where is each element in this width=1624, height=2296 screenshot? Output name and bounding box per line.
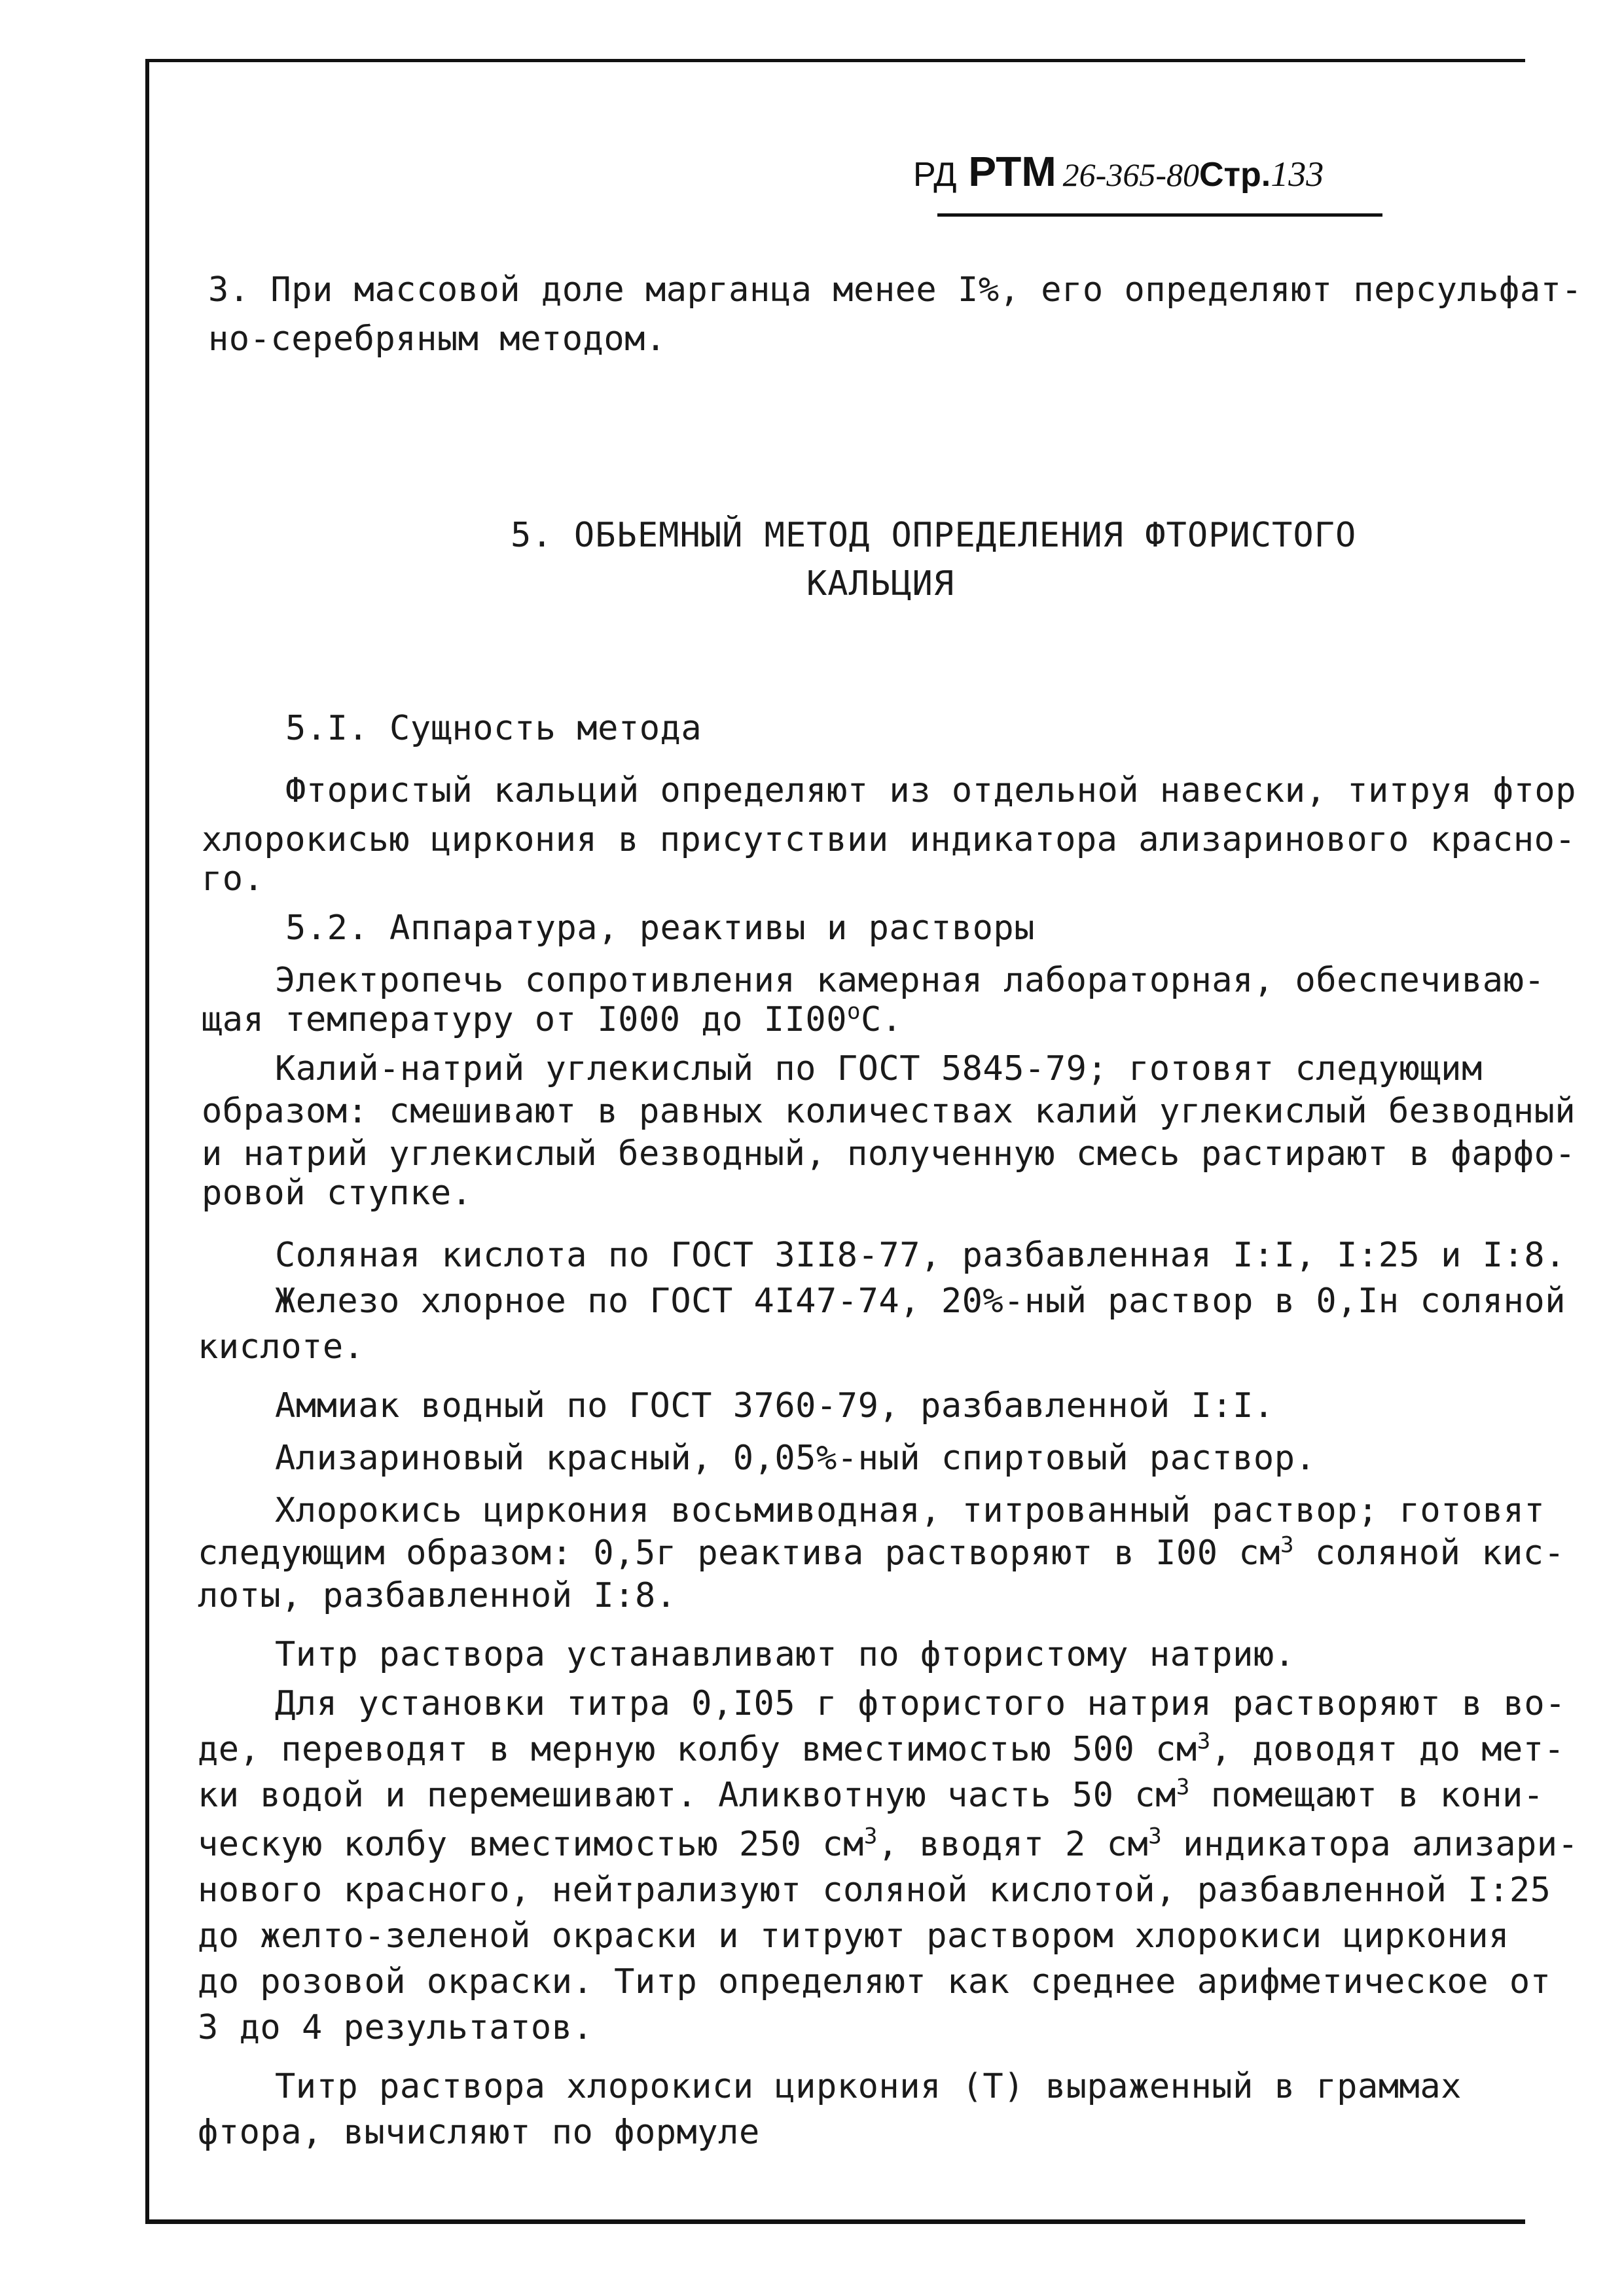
s52-p2-line-2: образом: смешивают в равных количествах калий углекислый безводный <box>202 1092 1576 1131</box>
s52-p9-line-6: до желто-зеленой окраски и титруют раствором хлорокиси циркония <box>198 1916 1509 1956</box>
s52-p4-line-1: Железо хлорное по ГОСТ 4I47-74, 20%-ный раствор в 0,Iн соляной <box>275 1282 1566 1321</box>
doc-code-underline <box>937 213 1382 217</box>
doc-code-number: 26-365-80 <box>1062 156 1199 193</box>
s52-p2-line-1: Калий-натрий углекислый по ГОСТ 5845-79; готовят следующим <box>275 1049 1483 1088</box>
s52-p10-line-2: фтора, вычисляют по формуле <box>198 2113 760 2152</box>
s52-p9-line-8: 3 до 4 результатов. <box>198 2008 594 2047</box>
intro-line-1: 3. При массовой доле марганца менее I%, его определяют персульфат- <box>208 270 1583 310</box>
section-5-1-heading: 5.I. Сущность метода <box>285 709 702 748</box>
s52-p9-line-3: ки водой и перемешивают. Аликвотную часть 50 $см^3$ помещают в кони- <box>198 1774 1544 1815</box>
s52-p9-line-5: нового красного, нейтрализуют соляной кислотой, разбавленной I:25 <box>198 1871 1551 1910</box>
s52-p1-line-2: щая температуру от I000 до $II00^оС$. <box>202 998 903 1039</box>
s51-line-2: хлорокисью циркония в присутствии индикатора ализаринового красно- <box>202 820 1576 859</box>
s52-p5-line-1: Аммиак водный по ГОСТ 3760-79, разбавленной I:I. <box>275 1386 1274 1426</box>
document-code <box>913 147 1324 196</box>
s52-p9-line-1: Для установки титра 0,I05 г фтористого натрия растворяют в во- <box>275 1684 1566 1723</box>
s52-p10-line-1: Титр раствора хлорокиси циркония (Т) выраженный в граммах <box>275 2067 1462 2106</box>
s52-p6-line-1: Ализариновый красный, 0,05%-ный спиртовый раствор. <box>275 1439 1316 1478</box>
s52-p3-line-1: Соляная кислота по ГОСТ 3II8-77, разбавленная I:I, I:25 и I:8. <box>275 1236 1566 1275</box>
s51-line-1: Фтористый кальций определяют из отдельной навески, титруя фтор <box>285 771 1577 810</box>
s52-p7-line-3: лоты, разбавленной I:8. <box>198 1576 677 1615</box>
s52-p8-line-1: Титр раствора устанавливают по фтористому натрию. <box>275 1635 1295 1674</box>
s51-line-3: го. <box>202 859 264 899</box>
page-number: 133 <box>1271 154 1324 194</box>
s52-p4-line-2: кислоте. <box>198 1327 365 1367</box>
intro-line-2: но-серебряным методом. <box>208 319 666 359</box>
s52-p7-line-2: следующим образом: 0,5г реактива растворяют в I00 $см^3$ соляной кис- <box>198 1532 1565 1573</box>
doc-code-main: РТМ <box>968 148 1056 195</box>
section-5-2-heading: 5.2. Аппаратура, реактивы и растворы <box>285 908 1036 948</box>
section-title-line-2: КАЛЬЦИЯ <box>806 564 955 603</box>
s52-p9-line-2: де, переводят в мерную колбу вместимостью 500 $см^3$, доводят до мет- <box>198 1728 1565 1769</box>
s52-p9-line-7: до розовой окраски. Титр определяют как среднее арифметическое от <box>198 1962 1551 2001</box>
s52-p2-line-3: и натрий углекислый безводный, полученную смесь растирают в фарфо- <box>202 1134 1576 1174</box>
s52-p9-line-4: ческую колбу вместимостью 250 $см^3$, вводят 2 $см^3$ индикатора ализари- <box>198 1823 1579 1864</box>
section-title-line-1: 5. ОБЬЕМНЫЙ МЕТОД ОПРЕДЕЛЕНИЯ ФТОРИСТОГО <box>511 516 1357 555</box>
s52-p2-line-4: ровой ступке. <box>202 1174 473 1213</box>
doc-code-prefix: РД <box>913 156 957 194</box>
page-label: Стр. <box>1199 156 1271 194</box>
s52-p1-line-1: Электропечь сопротивления камерная лабораторная, обеспечиваю- <box>275 961 1545 1000</box>
s52-p7-line-1: Хлорокись циркония восьмиводная, титрованный раствор; готовят <box>275 1491 1545 1530</box>
